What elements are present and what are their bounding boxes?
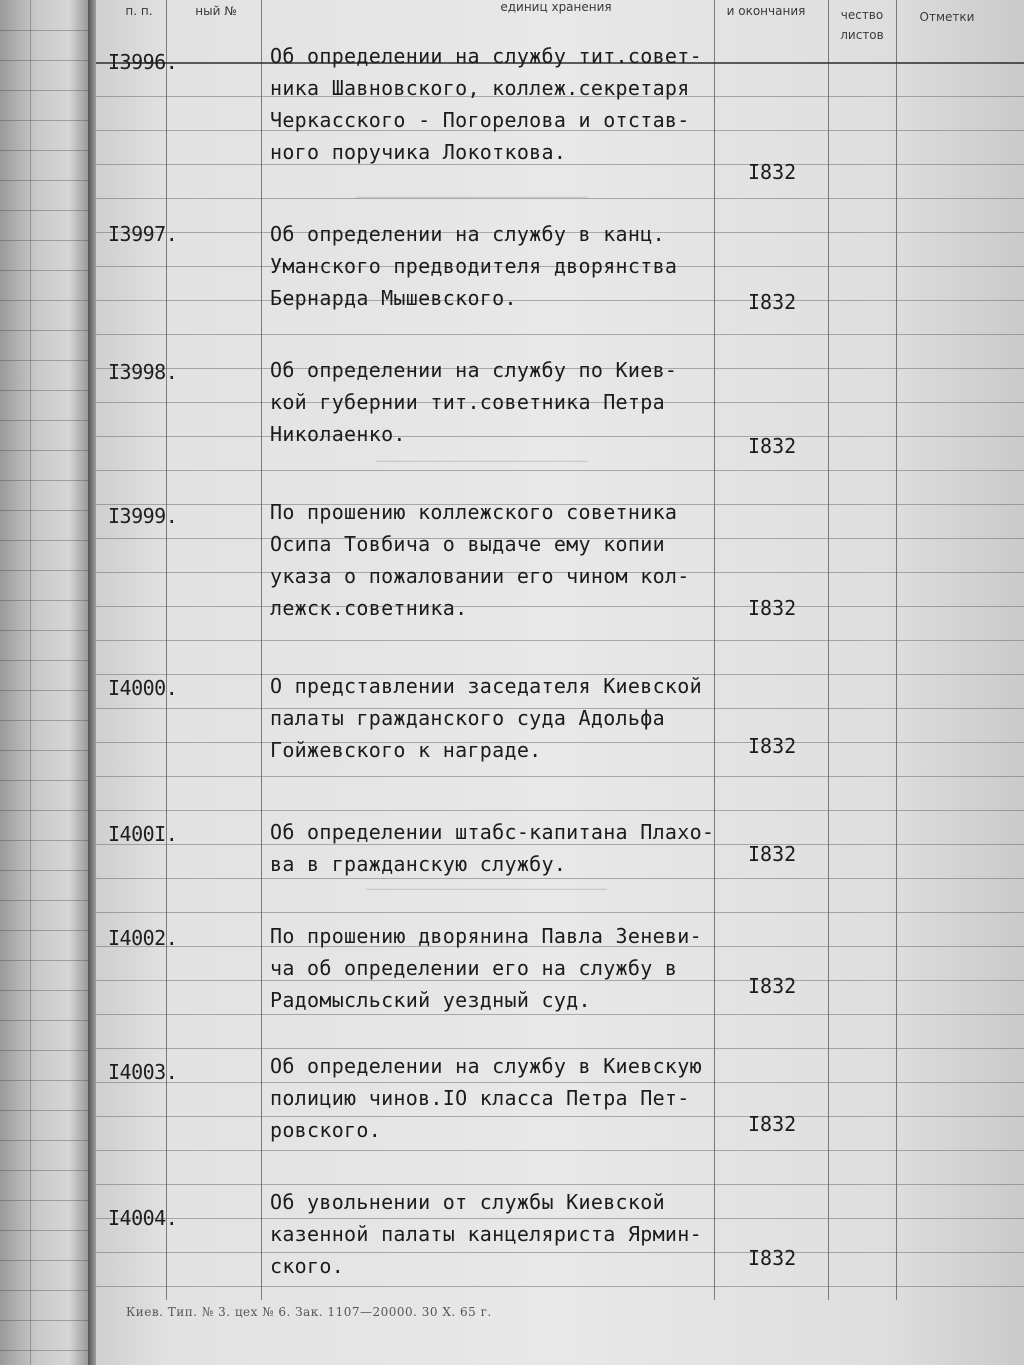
left-page-ruled-line [0,660,92,661]
bleed-through-text: ───────────────────────── [366,880,607,899]
left-page-ruled-line [0,1050,92,1051]
left-page-ruled-line [0,630,92,631]
entry-title-line: Об определении на службу по Киев- [270,358,678,382]
left-page-ruled-line [0,780,92,781]
left-page-ruled-line [0,1230,92,1231]
left-page-ruled-line [0,240,92,241]
ruled-line [96,198,1024,199]
entry-title-line: Об определении на службу в канц. [270,222,665,246]
left-page-ruled-line [0,1350,92,1351]
left-page-ruled-line [0,720,92,721]
left-page-ruled-line [0,1140,92,1141]
left-page-ruled-line [0,120,92,121]
entry-title-line: полицию чинов.IO класса Петра Пет- [270,1086,690,1110]
entry-title-line: Черкасского - Погорелова и отстав- [270,108,690,132]
left-page-ruled-line [0,210,92,211]
entry-title-line: Уманского предводителя дворянства [270,254,678,278]
left-page-ruled-line [0,510,92,511]
entry-title-line: По прошению дворянина Павла Зеневи- [270,924,702,948]
left-page-ruled-line [0,600,92,601]
column-divider [896,0,897,1300]
entry-title-line: О представлении заседателя Киевской [270,674,702,698]
ruled-line [96,334,1024,335]
entry-title-line: ного поручика Локоткова. [270,140,567,164]
bleed-through-text: ──────────────────────── [356,188,588,207]
entry-title-line: Радомысльский уездный суд. [270,988,591,1012]
left-page-ruled-line [0,60,92,61]
ruled-line [96,1048,1024,1049]
header-col-sheets-top: чество [840,8,884,22]
entry-title [270,1186,702,1282]
entry-year: I832 [748,160,797,184]
entry-number: I4003. [108,1060,178,1084]
entry-title [270,816,714,880]
entry-title [270,920,702,1016]
header-col-sheets: листов [840,28,884,42]
entry-title-line: Осипа Товбича о выдаче ему копии [270,532,665,556]
left-page-ruled-line [0,690,92,691]
entry-title [270,354,677,450]
left-page-ruled-line [0,480,92,481]
entry-title-line: Об определении на службу тит.совет- [270,44,702,68]
left-page-ruled-line [0,1260,92,1261]
entry-number: I400I. [108,822,178,846]
column-divider [714,0,715,1300]
entry-number: I3996. [108,50,178,74]
entry-year: I832 [748,1112,797,1136]
entry-title-line: Бернарда Мышевского. [270,286,517,310]
entry-title [270,670,702,766]
ruled-line [96,640,1024,641]
entry-year: I832 [748,596,797,620]
entry-title-line: Гойжевского к награде. [270,738,542,762]
entry-title-line: Николаенко. [270,422,406,446]
left-page-ruled-line [0,750,92,751]
header-col-number: п. п. [125,4,153,18]
left-page-ruled-line [0,990,92,991]
entry-year: I832 [748,734,797,758]
ruled-line [96,1184,1024,1185]
left-page-ruled-line [0,930,92,931]
entry-year: I832 [748,842,797,866]
entry-title-line: По прошению коллежского советника [270,500,678,524]
ruled-line [96,1286,1024,1287]
entry-title-line: кой губернии тит.советника Петра [270,390,665,414]
header-col-notes: Отметки [919,10,975,24]
entry-title [270,40,702,168]
entry-number: I3997. [108,222,178,246]
ruled-line [96,912,1024,913]
entry-title-line: ча об определении его на службу в [270,956,678,980]
column-divider [166,0,167,1300]
header-col-dates: и окончания [726,4,806,18]
entry-title-line: казенной палаты канцеляриста Ярмин- [270,1222,702,1246]
left-page-ruled-line [0,420,92,421]
printer-imprint: Киев. Тип. № 3. цех № 6. Зак. 1107—20000. 30 X. 65 г. [126,1305,492,1319]
left-page-ruled-line [0,450,92,451]
ledger-page [96,0,1024,1365]
entry-number: I4000. [108,676,178,700]
bleed-through-text: ────────────────────── [376,452,588,471]
header-col-title: единиц хранения [500,0,612,14]
left-page-ruled-line [0,1320,92,1321]
left-page-ruled-line [0,1170,92,1171]
column-divider [828,0,829,1300]
entry-title [270,218,677,314]
header-col-case-number: ный № [195,4,237,18]
left-page-ruled-line [0,1020,92,1021]
left-page-ruled-line [0,570,92,571]
left-page-ruled-line [0,300,92,301]
left-page-ruled-line [0,1080,92,1081]
left-page-ruled-line [0,1110,92,1111]
left-page-ruled-line [0,360,92,361]
left-page-ruled-line [0,840,92,841]
entry-year: I832 [748,434,797,458]
entry-title [270,1050,702,1146]
entry-number: I3999. [108,504,178,528]
left-page-ruled-line [0,90,92,91]
entry-title-line: Об определении на службу в Киевскую [270,1054,702,1078]
ruled-line [96,470,1024,471]
left-page-ruled-line [0,390,92,391]
entry-title-line: лежск.советника. [270,596,468,620]
ruled-line [96,1150,1024,1151]
left-page-ruled-line [0,810,92,811]
left-page-ruled-line [0,900,92,901]
left-page-ruled-line [0,1290,92,1291]
column-divider [261,0,262,1300]
left-page-ruled-line [0,30,92,31]
entry-title-line: Об увольнении от службы Киевской [270,1190,665,1214]
entry-title-line: Об определении штабс-капитана Плахо- [270,820,715,844]
left-page-ruled-line [0,870,92,871]
left-page-ruled-line [0,150,92,151]
entry-title [270,496,690,624]
entry-title-line: ника Шавновского, коллеж.секретаря [270,76,690,100]
left-page-ruled-line [0,270,92,271]
entry-number: I4004. [108,1206,178,1230]
left-page-edge [0,0,92,1365]
entry-title-line: палаты гражданского суда Адольфа [270,706,665,730]
left-page-margin-line [30,0,31,1365]
ruled-line [96,810,1024,811]
entry-number: I3998. [108,360,178,384]
entry-year: I832 [748,1246,797,1270]
left-page-ruled-line [0,1200,92,1201]
entry-title-line: ва в гражданскую службу. [270,852,567,876]
left-page-ruled-line [0,180,92,181]
entry-number: I4002. [108,926,178,950]
ruled-line [96,776,1024,777]
entry-title-line: указа о пожаловании его чином кол- [270,564,690,588]
entry-title-line: ровского. [270,1118,382,1142]
entry-year: I832 [748,290,797,314]
left-page-ruled-line [0,540,92,541]
entry-year: I832 [748,974,797,998]
entry-title-line: ского. [270,1254,345,1278]
left-page-ruled-line [0,330,92,331]
left-page-ruled-line [0,960,92,961]
